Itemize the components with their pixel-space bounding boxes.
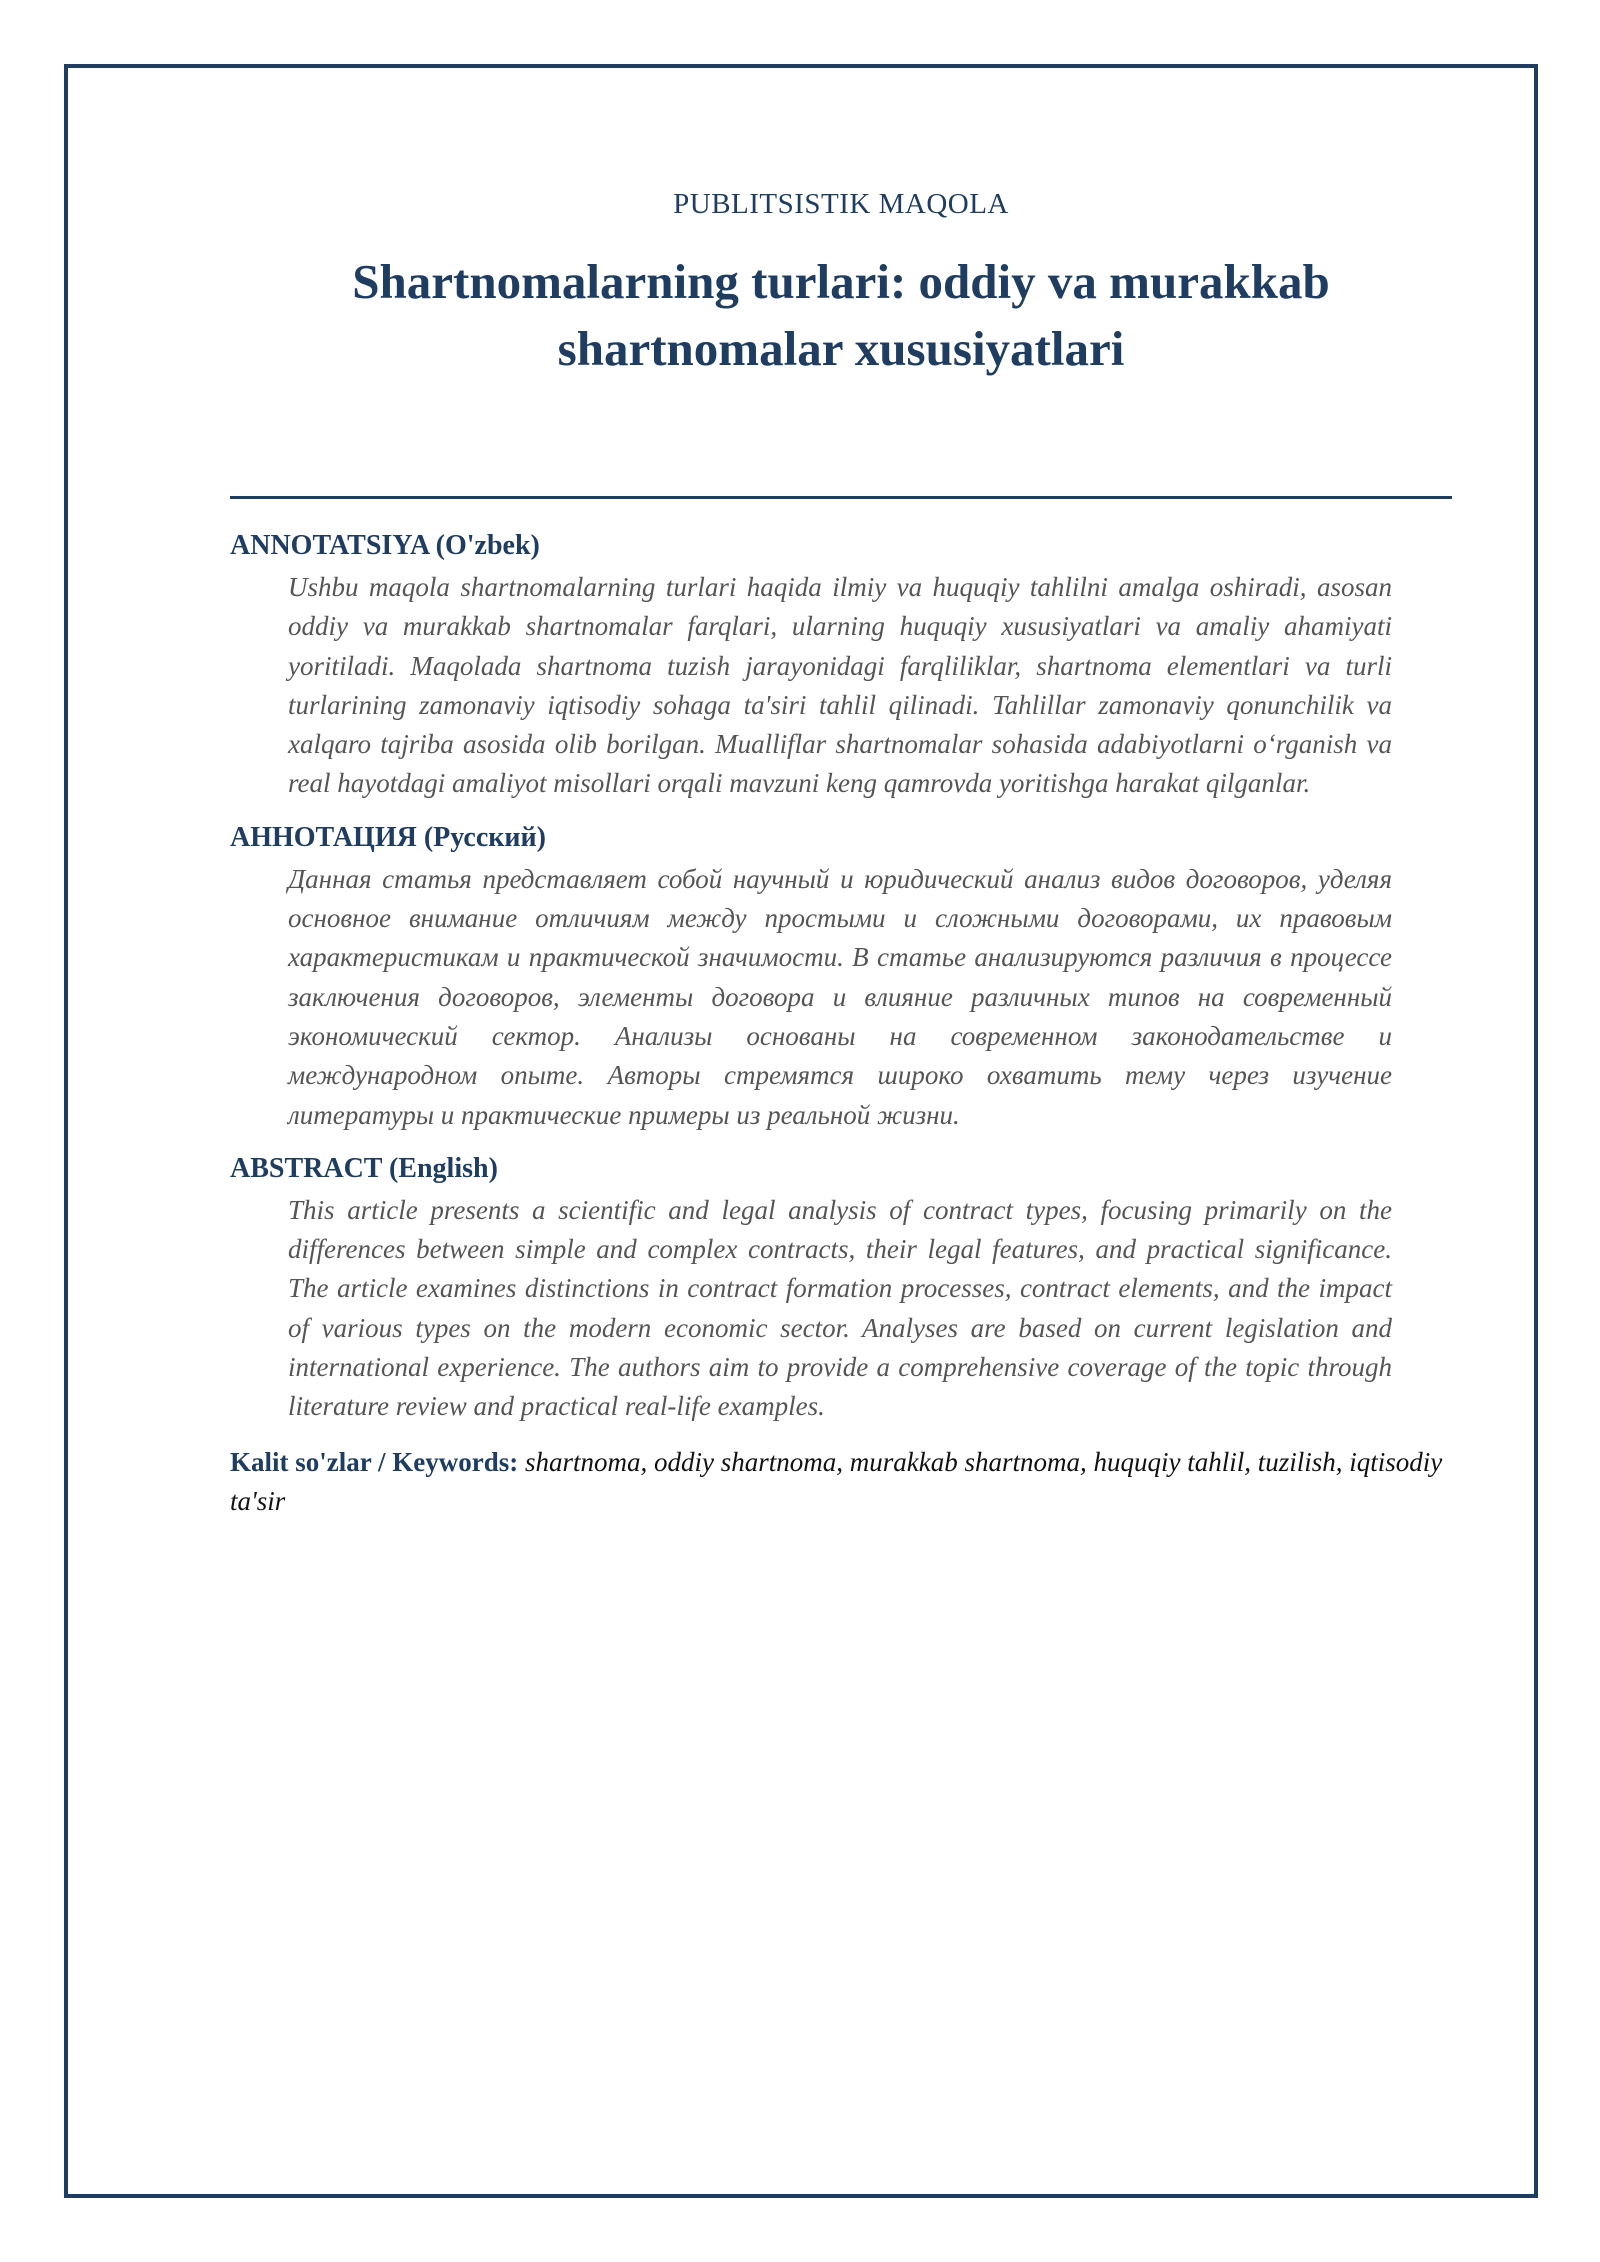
article-category: PUBLITSISTIK MAQOLA — [673, 188, 1009, 220]
keywords-label: Kalit so'zlar / Keywords: — [230, 1446, 519, 1477]
abstracts-block — [230, 528, 1452, 1521]
keywords-text: shartnoma, oddiy shartnoma, murakkab shartnoma, huquqiy tahlil, tuzilish, iqtisodiy ta'sir — [230, 1446, 1443, 1516]
abstract-heading: АННОТАЦИЯ (Русский) — [230, 821, 546, 853]
abstract-uzbek — [230, 528, 1452, 804]
abstract-heading: ANNOTATSIYA (O'zbek) — [230, 530, 540, 561]
keywords — [230, 1443, 1452, 1521]
abstract-text: This article presents a scientific and legal analysis of contract types, focusing primarily on the differences between simple and complex contracts, their legal features, and practical significance. The article examines distinctions in contract formation processes, contract elements, and the impact of various types on the modern economic sector. Analyses are based on current legislation and international experience. The authors aim to provide a comprehensive coverage of the topic through literature review and practical real-life examples. — [288, 1194, 1392, 1422]
abstract-text: Данная статья представляет собой научный и юридический анализ видов договоров, уделяя основное внимание отличиям между простыми и сложными договорами, их правовым характеристикам и практической значимости. В статье анализируются различия в процессе заключения договоров, элементы договора и влияние различных типов на современный экономический сектор. Анализы основаны на современном законодательстве и международном опыте. Авторы стремятся широко охватить тему через изучение литературы и практические примеры из реальной жизни. — [288, 863, 1392, 1130]
abstract-russian — [230, 820, 1452, 1135]
abstract-english — [230, 1151, 1452, 1427]
article-title: Shartnomalarning turlari: oddiy va murakkab shartnomalar xususiyatlari — [352, 254, 1330, 376]
abstract-text: Ushbu maqola shartnomalarning turlari haqida ilmiy va huquqiy tahlilni amalga oshiradi, asosan oddiy va murakkab shartnomalar farqlari, ularning huquqiy xususiyatlari va amaliy ahamiyati yoritiladi. Maqolada shartnoma tuzish jarayonidagi farqliliklar, shartnoma elementlari va turli turlarining zamonaviy iqtisodiy sohaga ta'siri tahlil qilinadi. Tahlillar zamonaviy qonunchilik va xalqaro tajriba asosida olib borilgan. Mualliflar shartnomalar sohasida adabiyotlarni o‘rganish va real hayotdagi amaliyot misollari orqali mavzuni keng qamrovda yoritishga harakat qilganlar. — [288, 572, 1392, 799]
title-divider — [230, 496, 1452, 499]
abstract-heading: ABSTRACT (English) — [230, 1152, 498, 1184]
